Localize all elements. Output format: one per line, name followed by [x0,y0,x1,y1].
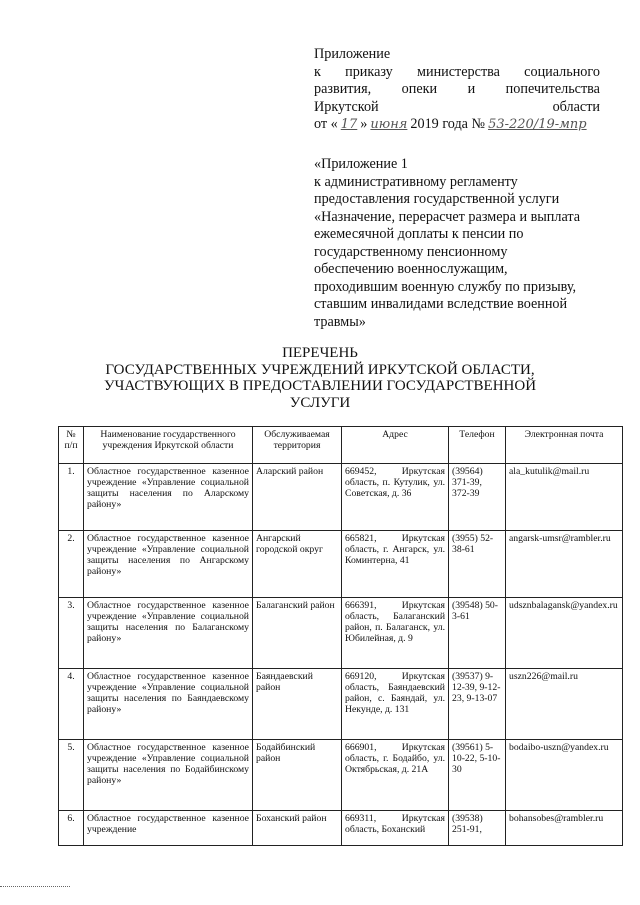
appendix-1-line: «Назначение, перерасчет размера и выплата [314,208,581,225]
header-email: Электронная почта [506,427,623,464]
cell-num: 6. [59,811,84,846]
cell-address: 666901, Иркутская область, г. Бодайбо, ул. Октябрьская, д. 21А [342,740,449,811]
cell-phone: (39564) 371-39, 372-39 [449,464,506,531]
header-address: Адрес [342,427,449,464]
word: попечительства [505,81,600,97]
cell-territory: Баяндаевский район [253,669,342,740]
word: социального [524,63,600,80]
cell-address: 669452, Иркутская область, п. Кутулик, ул. Советская, д. 36 [342,464,449,531]
appendix-1-line: «Приложение 1 [314,156,408,172]
date-prefix: от « [314,116,338,132]
cell-name: Областное государственное казенное учреждение «Управление социальной защиты населения по Аларскому району» [84,464,253,531]
header-name: Наименование государственного учреждения Иркутской области [84,427,253,464]
cell-email[interactable]: udsznbalagansk@yandex.ru [506,598,623,669]
handwritten-order-number: 53-220/19-мпр [488,117,587,132]
cell-num: 2. [59,531,84,598]
table-row [59,669,623,740]
word: приказу [345,63,393,80]
table-row [59,598,623,669]
word: и [467,81,476,97]
date-year: 2019 года № [410,116,486,132]
appendix-1-line: государственному пенсионному [314,243,508,260]
cell-phone: (39561) 5-10-22, 5-10-30 [449,740,506,811]
table-header-row [59,427,623,464]
date-quote: » [360,116,368,132]
cell-territory: Бодайбинский район [253,740,342,811]
appendix-1-line: предоставления государственной услуги [314,191,560,207]
table-row [59,531,623,598]
word: Иркутской [314,98,379,115]
title-line: ПЕРЕЧЕНЬ [282,345,358,361]
appendix-1-header [314,156,600,331]
cell-email[interactable]: angarsk-umsr@rambler.ru [506,531,623,598]
cell-territory: Балаганский район [253,598,342,669]
cell-name: Областное государственное казенное учреждение «Управление социальной защиты населения по Балаганскому району» [84,598,253,669]
appendix-line-1 [314,64,600,82]
word: к [314,63,321,80]
appendix-1-line: проходившим военную службу по призыву, [314,278,577,295]
cell-num: 1. [59,464,84,531]
handwritten-month: июня [370,117,408,132]
appendix-header [314,46,600,134]
cell-address: 669311, Иркутская область, Боханский [342,811,449,846]
document-title [100,345,540,411]
appendix-1-line: травмы» [314,313,366,330]
cell-territory: Боханский район [253,811,342,846]
cell-name: Областное государственное казенное учреждение «Управление социальной защиты населения по Бодайбинскому району» [84,740,253,811]
appendix-1-line: ставшим инвалидами вследствие военной [314,296,568,312]
title-line: УЧАСТВУЮЩИХ В ПРЕДОСТАВЛЕНИИ ГОСУДАРСТВЕННОЙ [103,378,537,394]
cell-email[interactable]: uszn226@mail.ru [506,669,623,740]
table-row [59,464,623,531]
cell-phone: (39548) 50-3-61 [449,598,506,669]
cell-email[interactable]: bodaibo-uszn@yandex.ru [506,740,623,811]
cell-email[interactable]: ala_kutulik@mail.ru [506,464,623,531]
cell-address: 665821, Иркутская область, г. Ангарск, ул. Коминтерна, 41 [342,531,449,598]
header-territory: Обслуживаемая территория [253,427,342,464]
appendix-1-line: к административному регламенту [314,173,518,190]
appendix-line-3 [314,99,600,117]
header-phone: Телефон [449,427,506,464]
cell-phone: (39537) 9-12-39, 9-12-23, 9-13-07 [449,669,506,740]
title-line: УСЛУГИ [289,394,351,411]
cell-num: 5. [59,740,84,811]
cell-name: Областное государственное казенное учреждение «Управление социальной защиты населения по Баяндаевскому району» [84,669,253,740]
word: области [552,98,600,115]
cell-phone: (39538) 251-91, [449,811,506,846]
cell-address: 669120, Иркутская область, Баяндаевский район, с. Баяндай, ул. Некунде, д. 131 [342,669,449,740]
cell-name: Областное государственное казенное учреждение «Управление социальной защиты населения по Ангарскому району» [84,531,253,598]
table-row [59,811,623,846]
appendix-1-line: обеспечению военнослужащим, [314,261,508,277]
title-line: ГОСУДАРСТВЕННЫХ УЧРЕЖДЕНИЙ ИРКУТСКОЙ ОБЛАСТИ, [105,361,535,378]
cell-territory: Аларский район [253,464,342,531]
appendix-1-line: ежемесячной доплаты к пенсии по [314,226,524,242]
table-row [59,740,623,811]
cell-num: 3. [59,598,84,669]
cell-name: Областное государственное казенное учреждение [84,811,253,846]
cell-address: 666391, Иркутская область, Балаганский район, п. Балаганск, ул. Юбилейная, д. 9 [342,598,449,669]
order-date-line [314,116,600,134]
cell-phone: (3955) 52-38-61 [449,531,506,598]
word: опеки [401,81,438,97]
header-num: № п/п [59,427,84,464]
appendix-title: Приложение [314,46,391,62]
cell-territory: Ангарский городской округ [253,531,342,598]
appendix-line-2 [314,81,600,99]
cell-email[interactable]: bohansobes@rambler.ru [506,811,623,846]
handwritten-day: 17 [340,117,358,132]
cell-num: 4. [59,669,84,740]
word: министерства [417,63,500,80]
institutions-table [58,426,623,846]
footer-divider [0,886,70,887]
word: развития, [314,81,372,97]
